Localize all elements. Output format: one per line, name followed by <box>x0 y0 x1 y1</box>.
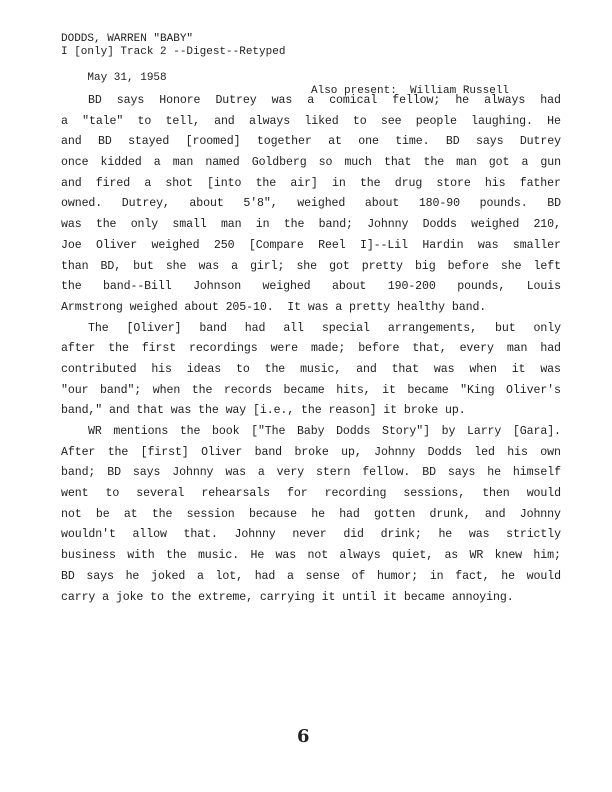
text-line: after the first recordings were made; before that, every man had <box>61 342 561 356</box>
header-name: DODDS, WARREN "BABY" <box>61 33 194 45</box>
transcript-body <box>61 91 561 608</box>
text-line: BD says Honore Dutrey was a comical fellow; he always had <box>88 94 561 107</box>
document-header <box>61 33 531 97</box>
text-line: The [Oliver] band had all special arrangements, but only <box>88 321 561 335</box>
text-line: band," and that was the way [i.e., the reason] it broke up. <box>61 404 466 418</box>
text-line: once kidded a man named Goldberg so much that the man got a gun <box>61 156 561 170</box>
text-line: Armstrong weighed about 205-10. It was a pretty healthy band. <box>61 300 487 314</box>
text-line: owned. Dutrey, about 5'8", weighed about 180-90 pounds. BD <box>61 197 561 211</box>
header-track: I [only] Track 2 --Digest--Retyped <box>61 46 286 58</box>
text-line: than BD, but she was a girl; she got pretty big before she left <box>61 259 561 273</box>
text-line: BD says he joked a lot, had a sense of humor; in fact, he would <box>61 569 561 583</box>
header-date: May 31, 1958 <box>87 72 167 84</box>
text-line: was the only small man in the band; Johnny Dodds weighed 210, <box>61 218 561 232</box>
text-line: and fired a shot [into the air] in the drug store his father <box>61 176 561 190</box>
text-line: business with the music. He was not always quiet, as WR knew him; <box>61 549 561 563</box>
text-line: wouldn't allow that. Johnny never did drink; he was strictly <box>61 528 561 542</box>
text-line: went to several rehearsals for recording sessions, then would <box>61 487 561 501</box>
header-also-present: Also present: William Russell <box>311 85 510 97</box>
text-line: WR mentions the book ["The Baby Dodds Story"] by Larry [Gara]. <box>88 425 561 438</box>
page-number: 6 <box>297 726 310 747</box>
text-line: carry a joke to the extreme, carrying it until it became annoying. <box>61 590 514 604</box>
text-line: a "tale" to tell, and always liked to see people laughing. He <box>61 114 561 128</box>
text-line: the band--Bill Johnson weighed about 190-200 pounds, Louis <box>61 280 561 294</box>
text-line: Joe Oliver weighed 250 [Compare Reel I]--Lil Hardin was smaller <box>61 238 561 252</box>
text-line: After the [first] Oliver band broke up, Johnny Dodds led his own <box>61 445 561 459</box>
text-line: band; BD says Johnny was a very stern fellow. BD says he himself <box>61 466 561 480</box>
text-line: and BD stayed [roomed] together at one time. BD says Dutrey <box>61 135 561 149</box>
text-line: contributed his ideas to the music, and that was when it was <box>61 362 561 376</box>
header-date-row <box>61 59 531 97</box>
text-line: not be at the session because he had gotten drunk, and Johnny <box>61 507 561 521</box>
text-line: "our band"; when the records became hits, it became "King Oliver's <box>61 383 561 397</box>
